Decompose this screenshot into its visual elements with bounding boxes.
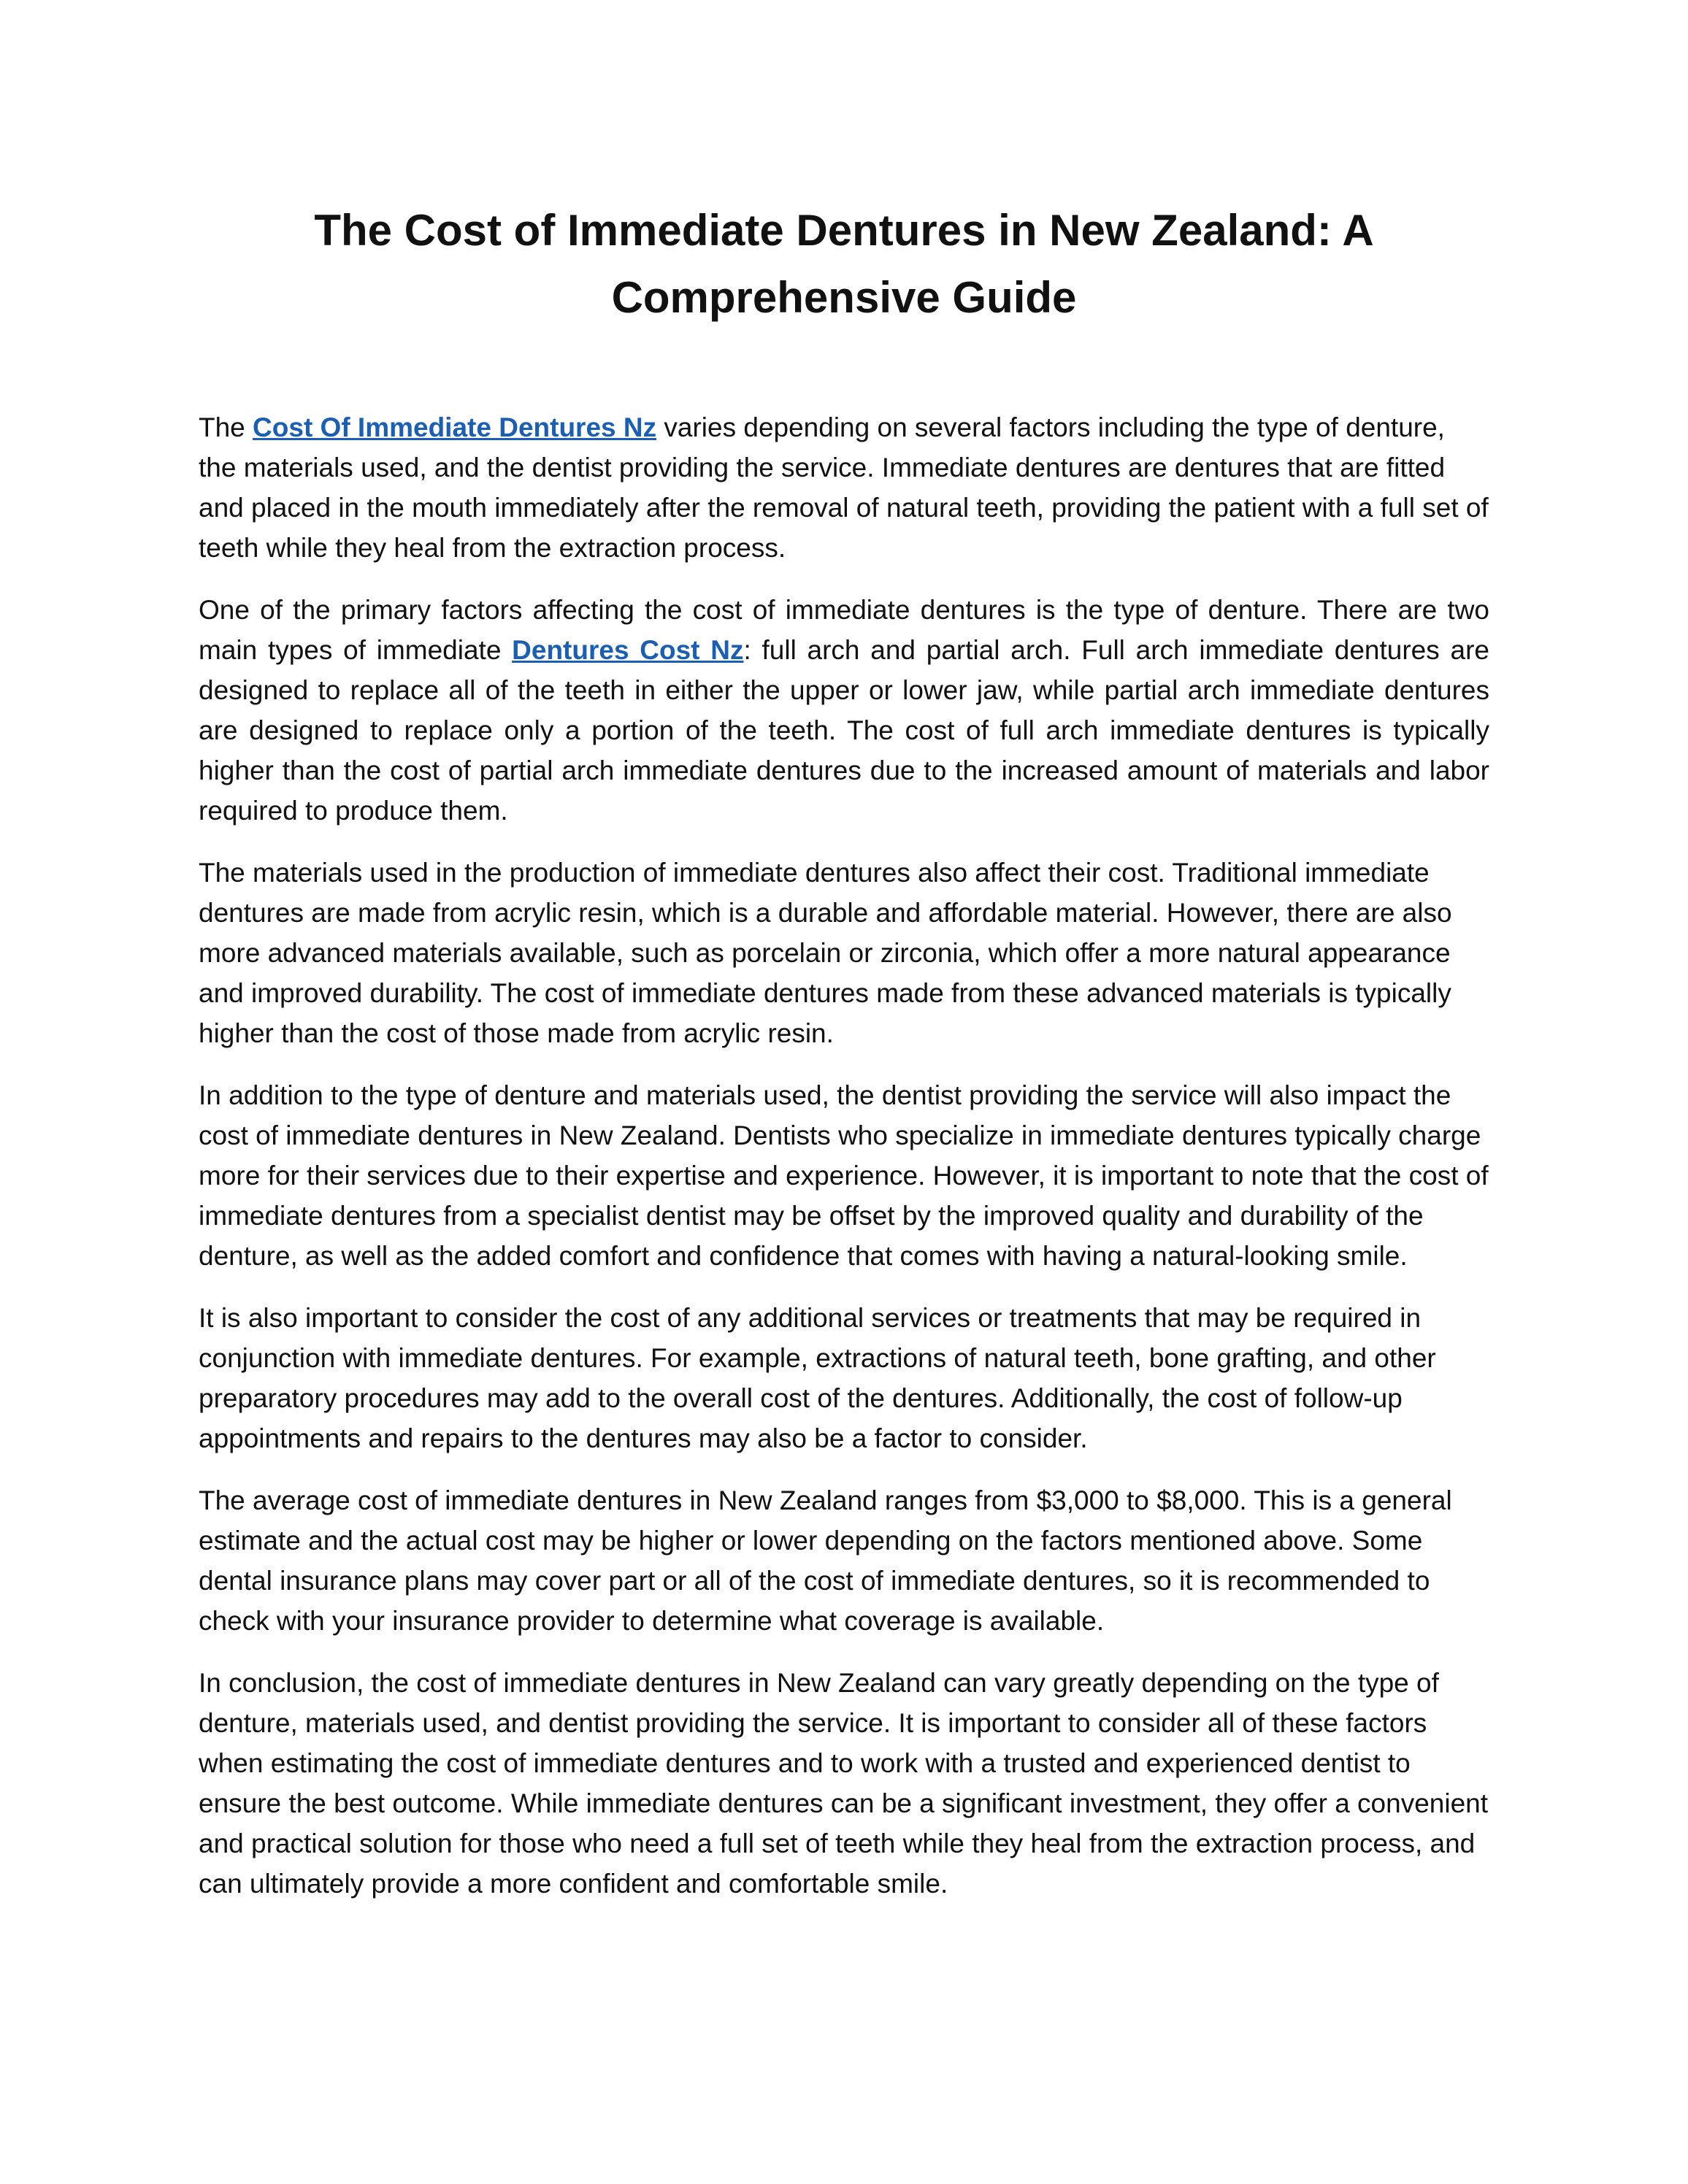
link-dentures-cost-nz[interactable]: Dentures Cost Nz (512, 635, 744, 665)
page-title: The Cost of Immediate Dentures in New Zealand: A Comprehensive Guide (314, 206, 1374, 322)
paragraph-intro-lead: The (199, 412, 253, 442)
article-body (199, 407, 1489, 1926)
paragraph-dentist: In addition to the type of denture and materials used, the dentist providing the service will also impact the cost of immediate dentures in New Zealand. Dentists who specialize in immediate dentures typically charge more for their services due to their expertise and experience. However, it is important to note that the cost of immediate dentures from a specialist dentist may be offset by the improved quality and durability of the denture, as well as the added comfort and confidence that comes with having a natural-looking smile. (199, 1080, 1489, 1271)
paragraph-intro (199, 407, 1489, 568)
paragraph-materials: The materials used in the production of immediate dentures also affect their cost. Traditional immediate dentures are made from acrylic resin, which is a durable and affordable material. However, there are also more advanced materials available, such as porcelain or zirconia, which offer a more natural appearance and improved durability. The cost of immediate dentures made from these advanced materials is typically higher than the cost of those made from acrylic resin. (199, 858, 1452, 1048)
paragraph-intro-rest: varies depending on several factors including the type of denture, the materials used, and the dentist providing the service. Immediate dentures are dentures that are fitted and placed in the mouth immediately after the removal of natural teeth, providing the patient with a full set of teeth while they heal from the extraction process. (199, 412, 1489, 563)
paragraph-additional-services: It is also important to consider the cost of any additional services or treatments that may be required in conjunction with immediate dentures. For example, extractions of natural teeth, bone grafting, and other preparatory procedures may add to the overall cost of the dentures. Additionally, the cost of follow-up appointments and repairs to the dentures may also be a factor to consider. (199, 1303, 1436, 1453)
link-cost-of-immediate-dentures-nz[interactable]: Cost Of Immediate Dentures Nz (253, 412, 657, 442)
paragraph-denture-types-lead: One of the primary factors affecting the cost of immediate dentures is the type of denture. There are two main types of immediate (199, 595, 1489, 665)
paragraph-average-cost: The average cost of immediate dentures in New Zealand ranges from $3,000 to $8,000. This is a general estimate and the actual cost may be higher or lower depending on the factors mentioned above. Some dental insurance plans may cover part or all of the cost of immediate dentures, so it is recommended to check with your insurance provider to determine what coverage is available. (199, 1485, 1452, 1636)
paragraph-denture-types-rest: : full arch and partial arch. Full arch immediate dentures are designed to replace all of the teeth in either the upper or lower jaw, while partial arch immediate dentures are designed to replace only a portion of the teeth. The cost of full arch immediate dentures is typically higher than the cost of partial arch immediate dentures due to the increased amount of materials and labor required to produce them. (199, 635, 1489, 826)
paragraph-denture-types (199, 590, 1489, 831)
paragraph-conclusion: In conclusion, the cost of immediate dentures in New Zealand can vary greatly depending on the type of denture, materials used, and dentist providing the service. It is important to consider all of these factors when estimating the cost of immediate dentures and to work with a trusted and experienced dentist to ensure the best outcome. While immediate dentures can be a significant investment, they offer a convenient and practical solution for those who need a full set of teeth while they heal from the extraction process, and can ultimately provide a more confident and comfortable smile. (199, 1668, 1489, 1899)
